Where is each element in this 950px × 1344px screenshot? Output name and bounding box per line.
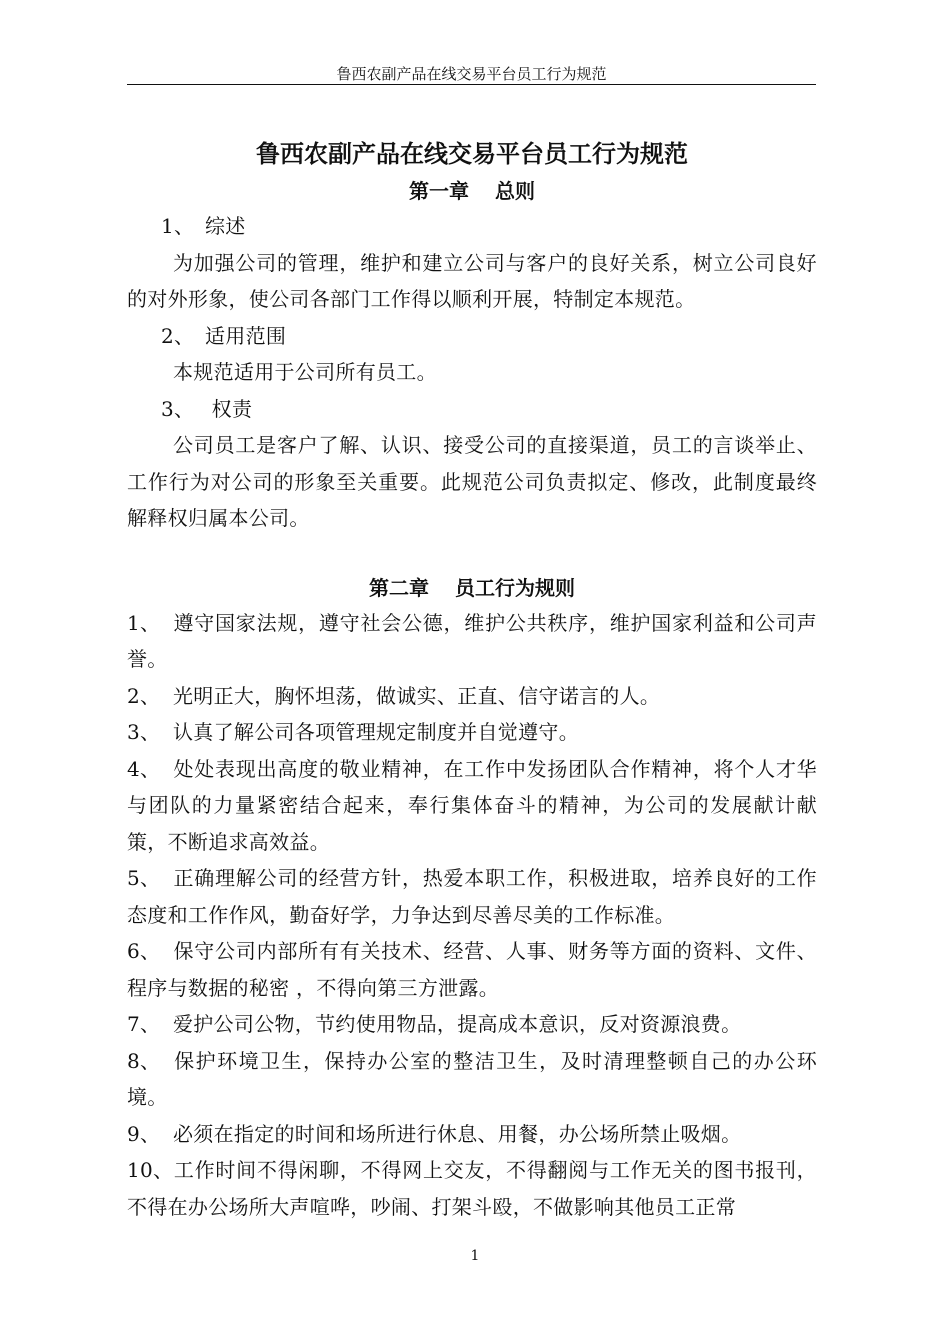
rule-number: 9、 xyxy=(127,1121,161,1146)
rule-item xyxy=(127,1006,817,1043)
rule-text: 光明正大，胸怀坦荡，做诚实、正直、信守诺言的人。 xyxy=(173,683,661,708)
section-2-number: 2、 xyxy=(161,323,195,348)
rule-number: 10、 xyxy=(127,1158,174,1182)
section-3-body: 公司员工是客户了解、认识、接受公司的直接渠道，员工的言谈举止、工作行为对公司的形象至关重要。此规范公司负责拟定、修改，此制度最终解释权归属本公司。 xyxy=(127,433,817,530)
rule-number: 8、 xyxy=(127,1048,161,1073)
section-1-body: 为加强公司的管理，维护和建立公司与客户的良好关系，树立公司良好的对外形象，使公司各部门工作得以顺利开展，特制定本规范。 xyxy=(127,250,817,311)
rule-number: 3、 xyxy=(127,720,161,744)
document-body xyxy=(127,130,817,1225)
section-3-number: 3、 xyxy=(161,396,195,421)
section-1-number: 1、 xyxy=(161,214,195,238)
rule-item xyxy=(127,714,817,751)
section-1-title: 综述 xyxy=(205,214,246,238)
rule-number: 7、 xyxy=(127,1012,161,1036)
page-number: 1 xyxy=(470,1248,480,1264)
rule-text: 必须在指定的时间和场所进行休息、用餐，办公场所禁止吸烟。 xyxy=(173,1121,742,1146)
rule-number: 4、 xyxy=(127,756,161,781)
rule-text: 爱护公司公物，节约使用物品，提高成本意识，反对资源浪费。 xyxy=(173,1012,742,1036)
document-title: 鲁西农副产品在线交易平台员工行为规范 xyxy=(256,139,688,168)
rule-text: 处处表现出高度的敬业精神，在工作中发扬团队合作精神，将个人才华与团队的力量紧密结合起来，奉行集体奋斗的精神，为公司的发展献计献策，不断追求高效益。 xyxy=(127,756,817,854)
header-rule xyxy=(127,84,816,85)
rule-text: 认真了解公司各项管理规定制度并自觉遵守。 xyxy=(173,720,579,744)
chapter-2-name: 员工行为规则 xyxy=(455,575,575,600)
rule-text: 保守公司内部所有有关技术、经营、人事、财务等方面的资料、文件、程序与数据的秘密 ，不得向第三方泄露。 xyxy=(127,939,817,1000)
rule-number: 2、 xyxy=(127,683,161,708)
rule-item xyxy=(127,860,817,933)
chapter-1-heading xyxy=(127,174,817,208)
rule-item xyxy=(127,1043,817,1116)
section-3-heading xyxy=(127,391,817,428)
rule-item xyxy=(127,678,817,715)
section-1-heading xyxy=(127,208,817,245)
rule-item xyxy=(127,1152,817,1225)
chapter-2-number: 第二章 xyxy=(369,575,429,600)
section-2-body: 本规范适用于公司所有员工。 xyxy=(173,360,437,384)
chapter-gap xyxy=(127,537,817,571)
rule-text: 工作时间不得闲聊，不得网上交友，不得翻阅与工作无关的图书报刊，不得在办公场所大声喧哗，吵闹、打架斗殴，不做影响其他员工正常 xyxy=(127,1158,817,1219)
rule-item xyxy=(127,1116,817,1153)
rule-number: 5、 xyxy=(127,866,161,890)
running-header: 鲁西农副产品在线交易平台员工行为规范 xyxy=(336,65,607,83)
chapter-2-heading xyxy=(127,571,817,605)
chapter-1-number: 第一章 xyxy=(409,179,469,203)
rule-item xyxy=(127,605,817,678)
rule-text: 遵守国家法规，遵守社会公德，维护公共秩序，维护国家利益和公司声誉。 xyxy=(127,610,817,671)
rule-text: 正确理解公司的经营方针，热爱本职工作，积极进取，培养良好的工作态度和工作作风，勤奋好学，力争达到尽善尽美的工作标准。 xyxy=(127,866,817,927)
rule-item xyxy=(127,751,817,861)
section-2-heading xyxy=(127,318,817,355)
rule-item xyxy=(127,933,817,1006)
rule-number: 1、 xyxy=(127,610,161,635)
rule-text: 保护环境卫生，保持办公室的整洁卫生，及时清理整顿自己的办公环境。 xyxy=(127,1048,817,1109)
section-3-title: 权责 xyxy=(205,396,253,421)
chapter-1-name: 总则 xyxy=(495,179,535,203)
section-2-title: 适用范围 xyxy=(205,323,287,348)
rule-number: 6、 xyxy=(127,939,161,963)
